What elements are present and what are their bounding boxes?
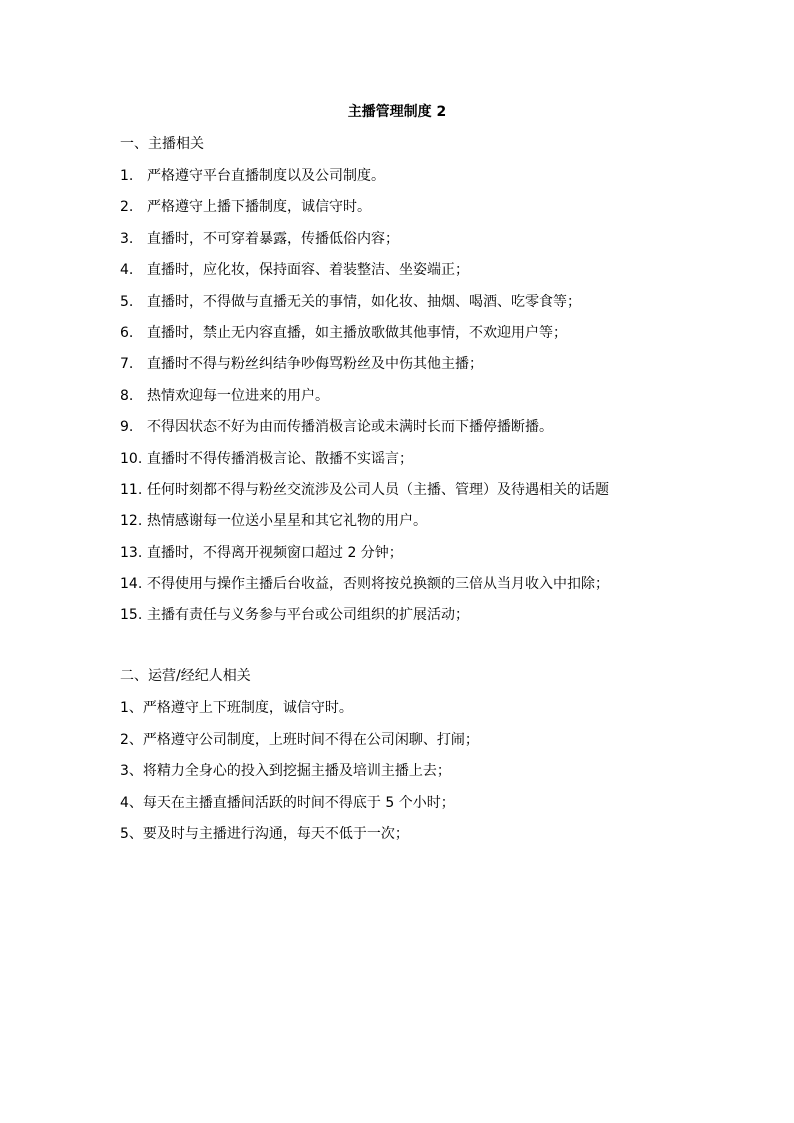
item-number: 2. [120,199,134,216]
item-text: 直播时不得与粉丝纠结争吵侮骂粉丝及中伤其他主播； [147,356,483,373]
item-text: 严格遵守平台直播制度以及公司制度。 [147,168,385,184]
item-number: 4. [120,262,134,279]
list-item [120,511,609,542]
list-item [120,354,609,385]
list-item [120,323,609,354]
section2-list [120,698,479,856]
list-item [120,260,609,291]
list-item [120,417,609,448]
item-text: 直播时，禁止无内容直播，如主播放歌做其他事情，不欢迎用户等； [147,324,567,341]
item-number: 1、 [120,700,143,716]
item-text: 每天在主播直播间活跃的时间不得底于 5 个小时； [142,794,455,811]
item-number: 4、 [120,794,143,811]
item-number: 8. [120,387,134,404]
item-number: 1. [120,168,134,184]
list-item [120,543,609,574]
item-text: 将精力全身心的投入到挖掘主播及培训主播上去； [142,763,451,779]
list-item [120,605,609,636]
item-text: 要及时与主播进行沟通，每天不低于一次； [142,826,409,842]
list-item [120,166,609,197]
item-text: 直播时，不可穿着暴露，传播低俗内容； [147,230,399,247]
list-item [120,229,609,260]
list-item [120,761,479,793]
item-number: 13. [120,544,143,561]
section1-heading: 一、主播相关 [120,136,204,152]
item-text: 直播时不得传播消极言论、散播不实谣言； [147,450,413,467]
list-item [120,793,479,825]
item-number: 10. [120,450,143,467]
item-number: 15. [120,607,143,624]
item-number: 11. [120,481,143,498]
item-number: 3. [120,230,134,247]
list-item [120,730,479,762]
item-number: 14. [120,576,143,593]
item-text: 任何时刻都不得与粉丝交流涉及公司人员（主播、管理）及待遇相关的话题 [147,481,609,498]
section2-heading: 二、运营/经纪人相关 [120,668,251,684]
list-item [120,386,609,417]
item-text: 严格遵守上播下播制度，诚信守时。 [147,199,371,216]
item-text: 严格遵守上下班制度，诚信守时。 [142,700,353,716]
list-item [120,292,609,323]
item-number: 5. [120,293,134,310]
list-item [120,197,609,228]
list-item [120,449,609,480]
item-text: 不得使用与操作主播后台收益，否则将按兑换额的三倍从当月收入中扣除； [147,576,609,593]
list-item [120,480,609,511]
list-item [120,574,609,605]
item-number: 9. [120,419,134,436]
item-number: 5、 [120,826,143,842]
item-text: 直播时，应化妆，保持面容、着装整洁、坐姿端正； [147,262,469,279]
list-item [120,698,479,730]
list-item [120,824,479,856]
item-number: 7. [120,356,134,373]
item-text: 主播有责任与义务参与平台或公司组织的扩展活动； [147,607,469,624]
item-text: 直播时，不得离开视频窗口超过 2 分钟； [147,544,403,561]
item-number: 3、 [120,763,143,779]
item-text: 热情感谢每一位送小星星和其它礼物的用户。 [147,513,427,530]
item-text: 直播时，不得做与直播无关的事情，如化妆、抽烟、喝酒、吃零食等； [147,293,581,310]
item-number: 12. [120,513,143,530]
item-number: 2、 [120,731,143,748]
section1-list [120,166,609,637]
document-title: 主播管理制度 2 [347,104,447,120]
item-number: 6. [120,324,134,341]
item-text: 严格遵守公司制度，上班时间不得在公司闲聊、打闹； [142,731,479,748]
item-text: 热情欢迎每一位进来的用户。 [147,387,329,404]
item-text: 不得因状态不好为由而传播消极言论或未满时长而下播停播断播。 [147,419,553,436]
